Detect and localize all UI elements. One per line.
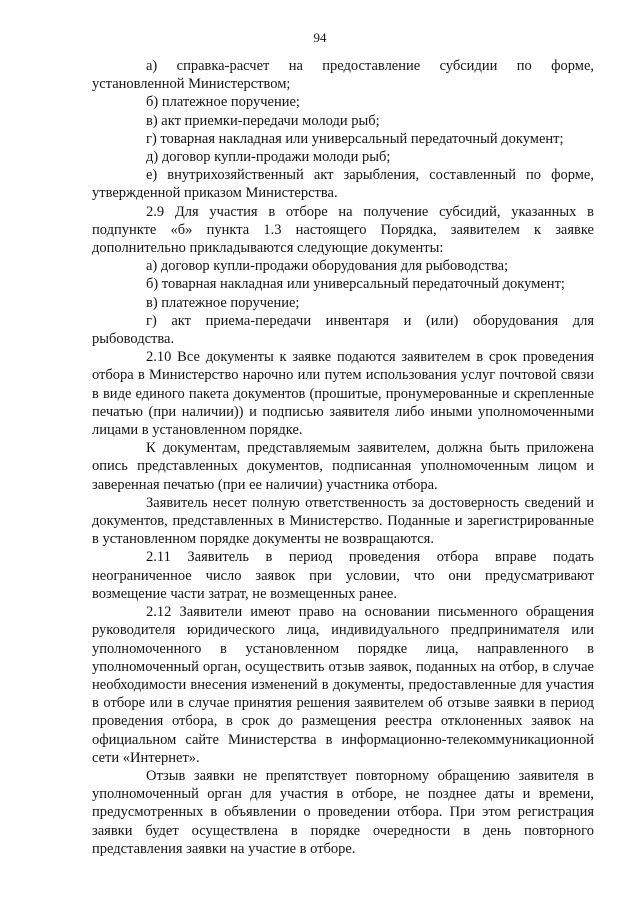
body-text bbox=[92, 57, 594, 858]
paragraph: Заявитель несет полную ответственность за достоверность сведений и документов, представленных в Министерство. Поданные и зарегистрированные в установленном порядке документы не возвращаются. bbox=[92, 494, 594, 548]
paragraph: г) товарная накладная или универсальный передаточный документ; bbox=[146, 130, 564, 147]
paragraph: б) товарная накладная или универсальный передаточный документ; bbox=[146, 276, 565, 293]
paragraph: д) договор купли-продажи молоди рыб; bbox=[146, 149, 391, 166]
paragraph: г) акт приема-передачи инвентаря и (или) оборудования для рыбоводства. bbox=[92, 312, 594, 348]
paragraph: в) платежное поручение; bbox=[146, 294, 300, 311]
paragraph: К документам, представляемым заявителем, должна быть приложена опись представленных документов, подписанная уполномоченным лицом и заверенная печатью (при ее наличии) участника отбора. bbox=[92, 440, 594, 493]
paragraph: б) платежное поручение; bbox=[146, 94, 300, 111]
page-number: 94 bbox=[313, 30, 327, 45]
paragraph: 2.12 Заявители имеют право на основании письменного обращения руководителя юридического лица, индивидуального предпринимателя или уполномоченного в установленном порядке лица, направленного в уполномоченный орган, осуществить отзыв заявок, поданных на отбор, в случае необходимости внесения изменений в документы, предоставленные для участия в отборе или в случае принятия решения заявителем об отзыве заявки в период проведения отбора, в срок до размещения реестра отклоненных заявок на официальном сайте Министерства в информационно-телекоммуникационной сети «Интернет». bbox=[92, 604, 594, 766]
paragraph: 2.9 Для участия в отборе на получение субсидий, указанных в подпункте «б» пункта 1.3 настоящего Порядка, заявителем к заявке дополнительно прикладываются следующие документы: bbox=[92, 203, 594, 257]
paragraph: Отзыв заявки не препятствует повторному обращению заявителя в уполномоченный орган для участия в отборе, не позднее даты и времени, предусмотренных в объявлении о проведении отбора. При этом регистрация заявки будет осуществлена в порядке очередности в день повторного представления заявки на участие в отборе. bbox=[92, 767, 594, 857]
paragraph: а) договор купли-продажи оборудования для рыбоводства; bbox=[146, 258, 509, 275]
paragraph: в) акт приемки-передачи молоди рыб; bbox=[146, 112, 380, 129]
paragraph: 2.10 Все документы к заявке подаются заявителем в срок проведения отбора в Министерство нарочно или путем использования услуг почтовой связи в виде единого пакета документов (прошитые, пронумерованные и скрепленные печатью (при наличии)) и подписью заявителя либо иными уполномоченными лицами в установленном порядке. bbox=[92, 349, 594, 439]
paragraph: е) внутрихозяйственный акт зарыбления, составленный по форме, утвержденной приказом Министерства. bbox=[92, 167, 594, 202]
paragraph: 2.11 Заявитель в период проведения отбора вправе подать неограниченное число заявок при условии, что они предусматривают возмещение части затрат, не возмещенных ранее. bbox=[92, 549, 594, 602]
paragraph: а) справка-расчет на предоставление субсидии по форме, установленной Министерством; bbox=[92, 58, 594, 93]
